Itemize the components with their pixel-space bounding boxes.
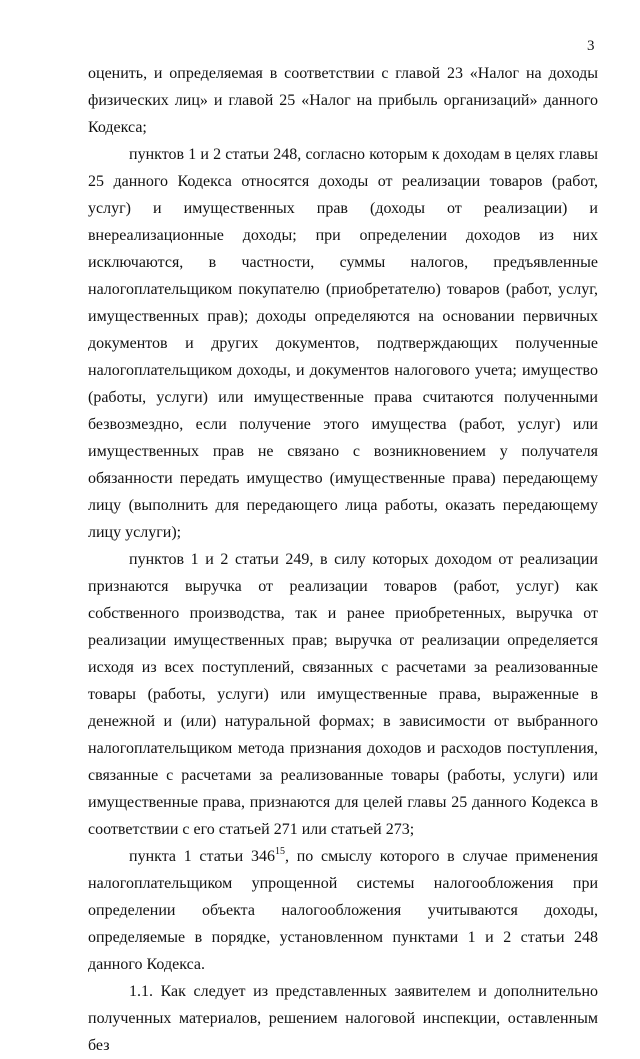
paragraph-text: пункта 1 статьи 346 xyxy=(129,848,275,865)
paragraph: пунктов 1 и 2 статьи 248, согласно которым к доходам в целях главы 25 данного Кодекса относятся доходы от реализации товаров (работ, услуг) и имущественных прав (доходы от реализации) и внереализационные доходы; при определении доходов из них исключаются, в частности, суммы налогов, предъявленные налогоплательщиком покупателю (приобретателю) товаров (работ, услуг, имущественных прав); доходы определяются на основании первичных документов и других документов, подтверждающих полученные налогоплательщиком доходы, и документов налогового учета; имущество (работы, услуги) или имущественные права считаются полученными безвозмездно, если получение этого имущества (работ, услуг) или имущественных прав не связано с возникновением у получателя обязанности передать имущество (имущественные права) передающему лицу (выполнить для передающего лица работы, оказать передающему лицу услуги); xyxy=(88,146,598,541)
paragraph: пунктов 1 и 2 статьи 249, в силу которых доходом от реализации признаются выручка от реализации товаров (работ, услуг) как собственного производства, так и ранее приобретенных, выручка от реализации имущественных прав; выручка от реализации определяется исходя из всех поступлений, связанных с расчетами за реализованные товары (работы, услуги) или имущественные права, выраженные в денежной и (или) натуральной формах; в зависимости от выбранного налогоплательщиком метода признания доходов и расходов поступления, связанные с расчетами за реализованные товары (работы, услуги) или имущественные права, признаются для целей главы 25 данного Кодекса в соответствии с его статьей 271 или статьей 273; xyxy=(88,551,598,838)
paragraph: 1.1. Как следует из представленных заявителем и дополнительно полученных материалов, решением налоговой инспекции, оставленным без xyxy=(88,983,598,1054)
paragraph-text: , по смыслу которого в случае применения налогоплательщиком упрощенной системы налогообложения при определении объекта налогообложения учитываются доходы, определяемые в порядке, установленном пунктами 1 и 2 статьи 248 данного Кодекса. xyxy=(88,848,598,973)
paragraph: оценить, и определяемая в соответствии с главой 23 «Налог на доходы физических лиц» и главой 25 «Налог на прибыль организаций» данного Кодекса; xyxy=(88,65,598,136)
page-number: 3 xyxy=(587,38,595,54)
paragraph xyxy=(88,843,598,978)
superscript: 15 xyxy=(274,846,285,857)
document-body xyxy=(88,60,598,1059)
